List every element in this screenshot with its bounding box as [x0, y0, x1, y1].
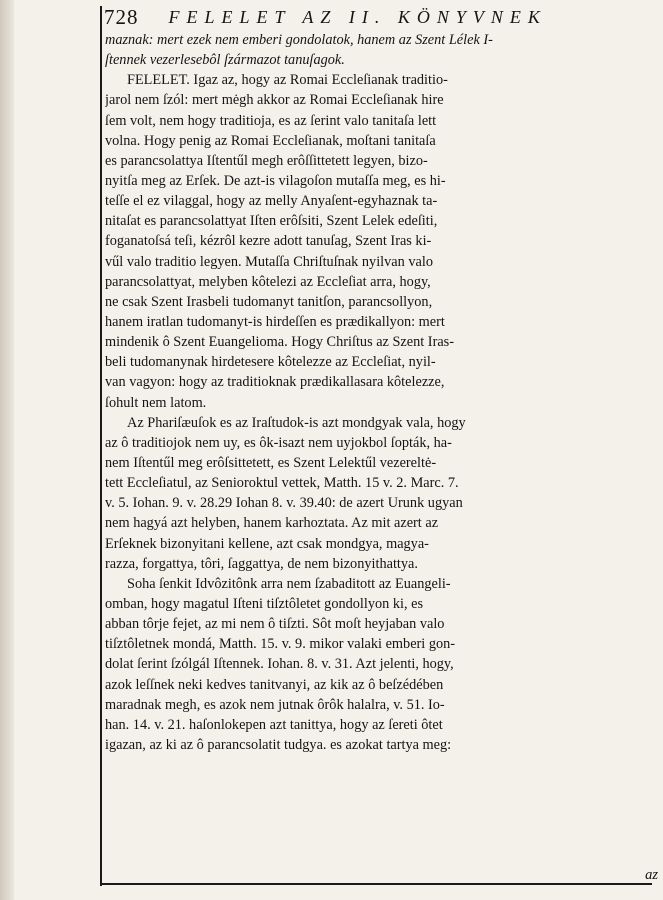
- text-line: foganatoſsá teſi, kézrôl kezre adott tanuſag, Szent Iras ki-: [105, 233, 432, 250]
- page-header: [104, 4, 656, 30]
- text-line: jarol nem ſzól: mert mėgh akkor az Romai Eccleſianak hire: [105, 92, 444, 109]
- text-line: az ô traditiojok nem uy, es ôk-isazt nem uyjokbol ſopták, ha-: [105, 434, 452, 451]
- text-line: Soha ſenkit Idvôzitônk arra nem ſzabaditott az Euangeli-: [127, 575, 451, 592]
- text-line: nem hagyá azt helyben, hanem karhoztata. Az mit azert az: [105, 515, 439, 532]
- running-head: FELELET AZ II. KÖNYVNEK: [168, 6, 547, 27]
- text-line: razza, forgattya, tôri, ſaggattya, de nem bizonyithattya.: [105, 555, 418, 572]
- text-line: maznak: mert ezek nem emberi gondolatok, hanem az Szent Lélek I-: [105, 32, 493, 48]
- text-line: abban tôrje fejet, az mi nem ô tiſzti. Sôt moſt heyjaban valo: [105, 616, 445, 633]
- body-text: [105, 30, 655, 755]
- text-line: Az Phariſæuſok es az Iraſtudok-is azt mondgyak vala, hogy: [127, 414, 466, 431]
- page-number: 728: [104, 4, 139, 29]
- text-line: ſem volt, nem hogy traditioja, es az ſerint valo tanitaſa lett: [105, 112, 437, 129]
- text-line: igazan, az ki az ô parancsolatit tudgya. es azokat tartya meg:: [105, 736, 452, 753]
- text-line: nem Iſtentűl meg erôſsittetett, es Szent Lelektűl vezereltė-: [105, 454, 437, 471]
- page-edge: [0, 0, 14, 900]
- text-line: FELELET. Igaz az, hogy az Romai Eccleſianak traditio-: [127, 72, 448, 89]
- catchword: az: [645, 867, 658, 883]
- text-line: han. 14. v. 21. haſonlokepen azt tanittya, hogy az ſereti ôtet: [105, 716, 443, 733]
- text-line: nyitſa meg az Erſek. De azt-is vilagoſon mutaſſa meg, es hi-: [105, 172, 446, 189]
- text-line: teſſe el ez vilaggal, hogy az melly Anyaſent-egyhaznak ta-: [105, 193, 438, 210]
- text-line: tett Eccleſiatul, az Senioroktul vettek, Matth. 15 v. 2. Marc. 7.: [105, 475, 459, 492]
- bottom-border-rule: [100, 883, 652, 885]
- text-line: maradnak megh, es azok nem jutnak ôrôk halalra, v. 51. Io-: [105, 696, 445, 713]
- text-line: dolat ſerint ſzólgál Iſtennek. Iohan. 8. v. 31. Azt jelenti, hogy,: [105, 656, 454, 673]
- text-line: azok leſſnek neki kedves tanitvanyi, az kik az ô beſzédében: [105, 676, 444, 693]
- text-line: ſohult nem latom.: [105, 394, 207, 411]
- text-line: volna. Hogy penig az Romai Eccleſianak, moſtani tanitaſa: [105, 132, 436, 149]
- text-line: vűl valo traditio legyen. Mutaſſa Chriſtuſnak nyilvan valo: [105, 253, 433, 270]
- text-line: mindenik ô Szent Euangelioma. Hogy Chriſtus az Szent Iras-: [105, 334, 455, 351]
- text-line: beli tudomanynak hirdetesere kôtelezze az Eccleſiat, nyil-: [105, 354, 436, 371]
- text-line: v. 5. Iohan. 9. v. 28.29 Iohan 8. v. 39.40: de azert Urunk ugyan: [105, 495, 463, 512]
- text-line: van vagyon: hogy az traditioknak prædikallasara kôtelezze,: [105, 374, 445, 391]
- text-line: Erſeknek bizonyitani kellene, azt csak mondgya, magya-: [105, 535, 429, 552]
- text-line: hanem iratlan tudomanyt-is hirdeſſen es prædikallyon: mert: [105, 313, 445, 330]
- text-line: nitaſat es parancsolattyat Iſten erôſsiti, Szent Lelek edeſiti,: [105, 213, 438, 230]
- left-border-rule: [100, 6, 102, 886]
- text-line: omban, hogy magatul Iſteni tiſztôletet gondollyon ki, es: [105, 595, 424, 612]
- text-line: es parancsolattya Iſtentűl megh erôſſittetett legyen, bizo-: [105, 152, 428, 169]
- text-line: tiſztôletnek mondá, Matth. 15. v. 9. mikor valaki emberi gon-: [105, 636, 456, 653]
- book-page: [100, 0, 660, 900]
- text-line: ne csak Szent Irasbeli tudomanyt tanitſon, parancsollyon,: [105, 293, 433, 310]
- text-line: parancsolattyat, melyben kôtelezi az Eccleſiat arra, hogy,: [105, 273, 431, 290]
- text-line: ſtennek vezerlesebôl ſzármazot tanuſagok.: [105, 52, 345, 69]
